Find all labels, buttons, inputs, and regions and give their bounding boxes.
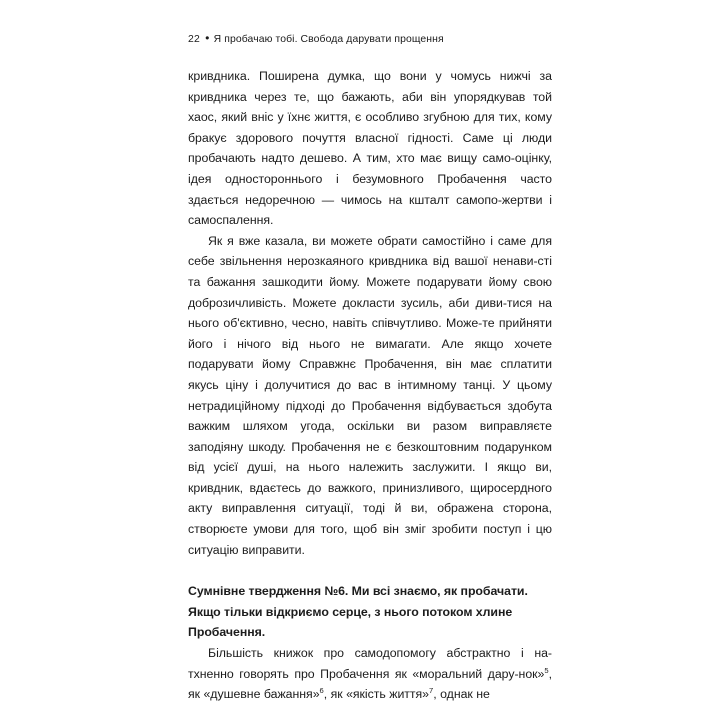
body-paragraph-3-segment-3: , як «якість життя» bbox=[323, 687, 430, 702]
running-head-title: Я пробачаю тобі. Свобода дарувати прощення bbox=[213, 34, 444, 45]
body-paragraph-2: Як я вже казала, ви можете обрати самостійно і саме для себе звільнення нерозкаяного кривдника від вашої ненави-сті та бажання зашкодити йому. Можете подарувати йому свою доброзичливість. Можете докласти зусиль, аби диви-тися на нього об'єктивно, чесно, навіть співчутливо. Може-те прийняти його і нічого від нього не вимагати. Але якщо хочете подарувати йому Справжнє Пробачення, він має сплатити якусь ціну і долучитися до вас в інтимному танці. У цьому нетрадиційному підході до Пробачення відбувається здобута важким шляхом угода, оскільки ви разом виправляєте заподіяну шкоду. Пробачення не є безкоштовним подарунком від усієї душі, на нього належить заслужити. І якщо ви, кривдник, вдаєтесь до важкого, принизливого, щиросердного акту виправлення ситуації, тоді й ви, ображена сторона, створюєте умови для того, щоб він зміг зробити поступ і цю ситуацію виправити. bbox=[188, 233, 552, 557]
body-paragraph-3-segment-2: , як «душевне бажання» bbox=[188, 666, 552, 702]
footnote-marker-7: 7 bbox=[429, 686, 434, 696]
page-number: 22 bbox=[188, 34, 200, 45]
body-paragraph-3 bbox=[188, 643, 552, 705]
bullet-separator-icon: ● bbox=[204, 33, 210, 42]
text-column bbox=[188, 66, 552, 705]
body-paragraph-3-segment-4: , однак не bbox=[433, 687, 490, 702]
footnote-marker-5: 5 bbox=[544, 665, 549, 675]
section-heading: Сумнівне твердження №6. Ми всі знаємо, як пробачати. Якщо тільки відкриємо серце, з нього потоком хлине Пробачення. bbox=[188, 584, 528, 640]
running-head bbox=[188, 33, 552, 47]
body-paragraph-1: кривдника. Поширена думка, що вони у чомусь нижчі за кривдника через те, що бажають, аби він упорядкував той хаос, який вніс у їхнє життя, є особливо згубною для тих, кому бракує здорового почуття власної гідності. Саме ці люди пробачають надто дешево. А тим, хто має вищу само-оцінку, ідея одностороннього і безумовного Пробачення часто здається недоречною — чимось на кшталт самопо-жертви і самоспалення. bbox=[188, 69, 552, 228]
heading-gap bbox=[188, 560, 552, 581]
body-paragraph-3-segment-1: Більшість книжок про самодопомогу абстрактно і на-тхненно говорять про Пробачення як «моральний дару-нок» bbox=[188, 646, 552, 681]
footnote-marker-6: 6 bbox=[319, 686, 324, 696]
